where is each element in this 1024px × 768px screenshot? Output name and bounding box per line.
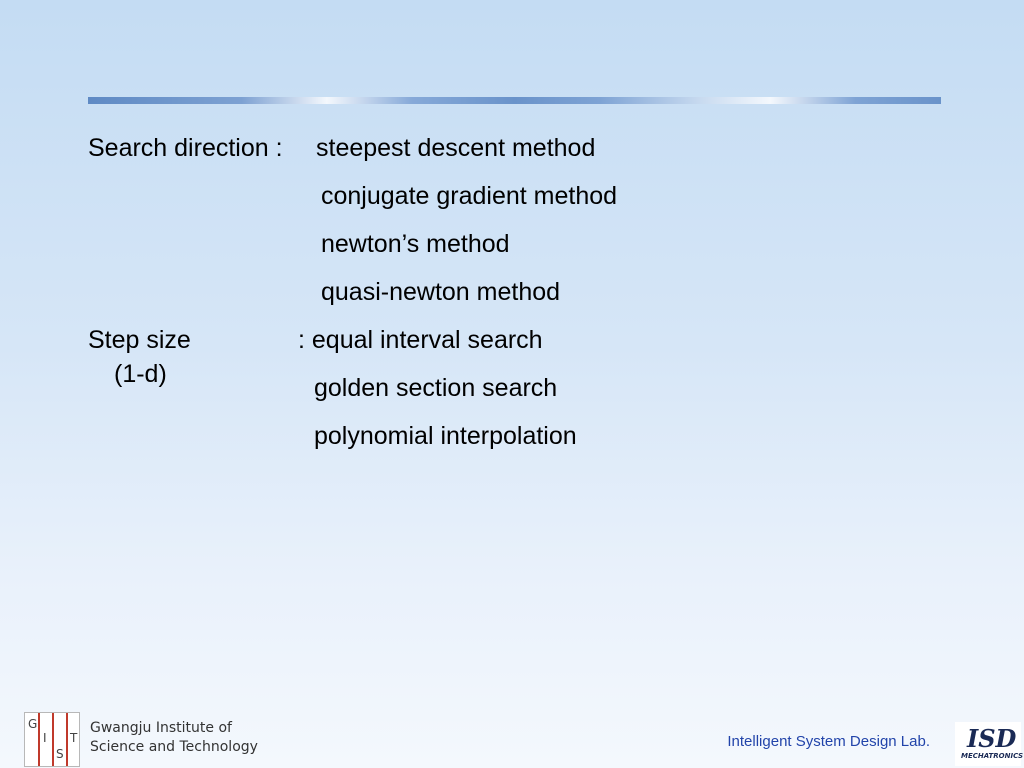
step-method-golden-section: golden section search <box>314 374 558 402</box>
gist-letter-t: T <box>70 731 78 745</box>
search-method-newton: newton’s method <box>321 230 510 258</box>
gist-logo <box>24 712 258 765</box>
gist-letter-s: S <box>56 747 64 761</box>
isd-logo: ISD MECHATRONICS <box>955 722 1021 766</box>
step-method-polynomial: polynomial interpolation <box>314 422 577 450</box>
search-method-conjugate: conjugate gradient method <box>321 182 618 210</box>
search-method-steepest: steepest descent method <box>316 134 596 162</box>
search-direction-label: Search direction : <box>88 134 283 162</box>
step-method-equal-interval: : equal interval search <box>298 326 543 354</box>
title-divider-bar <box>88 97 941 104</box>
step-size-label: Step size <box>88 326 191 354</box>
lab-name: Intelligent System Design Lab. <box>727 733 930 750</box>
gist-emblem <box>24 712 80 767</box>
search-method-quasi-newton: quasi-newton method <box>321 278 561 306</box>
gist-letter-i: I <box>43 731 47 745</box>
step-size-sublabel: (1-d) <box>114 360 167 388</box>
gist-name: Gwangju Institute of Science and Technology <box>90 720 258 755</box>
gist-letter-g: G <box>28 717 38 731</box>
